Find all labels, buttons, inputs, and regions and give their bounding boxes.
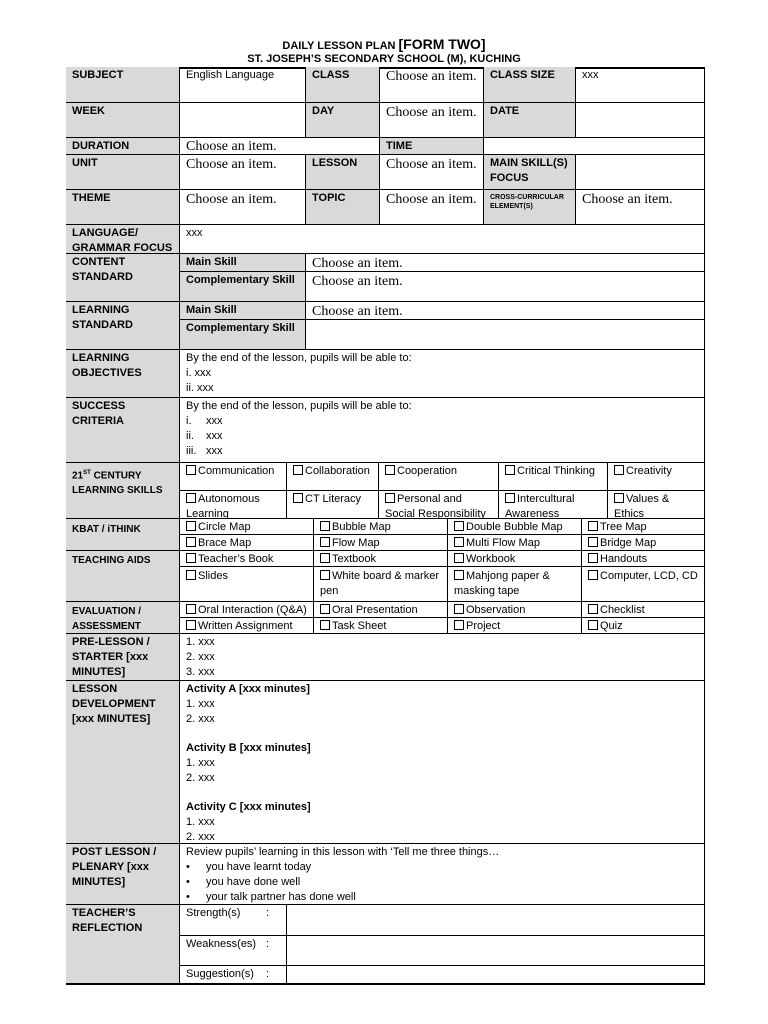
class-label: CLASS (306, 67, 380, 103)
kbat-checkbox[interactable]: Bridge Map (582, 535, 705, 551)
success-item: ii. xxx (186, 430, 223, 442)
post-lesson-bullet: • you have learnt today (186, 860, 698, 875)
content-main-skill-label: Main Skill (180, 254, 306, 272)
reflection-weakness-label: Weakness(es) : (180, 936, 287, 966)
post-lesson-label: POST LESSON / PLENARY [xxx MINUTES] (66, 844, 180, 905)
eval-checkbox[interactable]: Oral Presentation (314, 602, 448, 618)
century-checkbox[interactable]: Creativity (608, 463, 705, 491)
title-text: DAILY LESSON PLAN (282, 40, 396, 52)
subject-value[interactable]: English Language (180, 67, 306, 103)
date-label: DATE (484, 103, 576, 138)
topic-label: TOPIC (306, 190, 380, 225)
topic-choose[interactable]: Choose an item. (380, 190, 484, 225)
post-lesson-content[interactable] (180, 844, 705, 905)
reflection-suggestion-label: Suggestion(s) : (180, 966, 287, 985)
century-checkbox[interactable]: Values & Ethics (608, 491, 705, 519)
aids-checkbox[interactable]: Mahjong paper & masking tape (448, 567, 582, 602)
kbat-checkbox[interactable]: Circle Map (180, 519, 314, 535)
class-size-label: CLASS SIZE (484, 67, 576, 103)
kbat-checkbox[interactable]: Brace Map (180, 535, 314, 551)
learning-comp-skill-label: Complementary Skill (180, 320, 306, 350)
aids-checkbox[interactable]: White board & marker pen (314, 567, 448, 602)
language-focus-value[interactable]: xxx (180, 225, 705, 254)
subject-label: SUBJECT (66, 67, 180, 103)
content-comp-skill-label: Complementary Skill (180, 272, 306, 302)
cross-curricular-label: CROSS-CURRICULAR ELEMENT(S) (484, 190, 576, 225)
eval-checkbox[interactable]: Written Assignment (180, 618, 314, 634)
objectives-intro: By the end of the lesson, pupils will be able to: (186, 352, 412, 364)
century-checkbox[interactable]: Critical Thinking (499, 463, 608, 491)
success-intro: By the end of the lesson, pupils will be able to: (186, 400, 412, 412)
reflection-label-bottom (66, 965, 180, 985)
aids-checkbox[interactable]: Computer, LCD, CD (582, 567, 705, 602)
lesson-development-label: LESSON DEVELOPMENT [xxx MINUTES] (66, 681, 180, 844)
class-size-value[interactable]: xxx (576, 67, 705, 103)
kbat-checkbox[interactable]: Bubble Map (314, 519, 448, 535)
lesson-plan-table (66, 67, 705, 985)
theme-label: THEME (66, 190, 180, 225)
eval-checkbox[interactable]: Quiz (582, 618, 705, 634)
learning-comp-skill-value[interactable] (306, 320, 705, 350)
learning-main-skill-label: Main Skill (180, 302, 306, 320)
duration-choose[interactable]: Choose an item. (180, 138, 380, 155)
activity-title: Activity A [xxx minutes] (186, 683, 310, 695)
objective-item: ii. xxx (186, 382, 214, 394)
theme-choose[interactable]: Choose an item. (180, 190, 306, 225)
class-choose[interactable]: Choose an item. (380, 67, 484, 103)
activity-item: 1. xxx (186, 816, 215, 828)
content-standard-label: CONTENT STANDARD (66, 254, 180, 302)
pre-lesson-item: 3. xxx (186, 666, 215, 678)
unit-choose[interactable]: Choose an item. (180, 155, 306, 190)
day-choose[interactable]: Choose an item. (380, 103, 484, 138)
learning-main-skill-choose[interactable]: Choose an item. (306, 302, 705, 320)
time-label: TIME (380, 138, 484, 155)
activity-title: Activity B [xxx minutes] (186, 742, 311, 754)
century-checkbox[interactable]: Personal and Social Responsibility (379, 491, 499, 519)
aids-checkbox[interactable]: Workbook (448, 551, 582, 567)
pre-lesson-item: 1. xxx (186, 636, 215, 648)
kbat-checkbox[interactable]: Double Bubble Map (448, 519, 582, 535)
century-checkbox[interactable]: CT Literacy (287, 491, 379, 519)
post-lesson-intro: Review pupils’ learning in this lesson with ‘Tell me three things… (186, 846, 500, 858)
eval-checkbox[interactable]: Task Sheet (314, 618, 448, 634)
reflection-weakness-field[interactable] (287, 936, 705, 966)
post-lesson-bullet: • your talk partner has done well (186, 890, 698, 905)
success-item: i. xxx (186, 415, 223, 427)
aids-checkbox[interactable]: Handouts (582, 551, 705, 567)
post-lesson-bullet: • you have done well (186, 875, 698, 890)
activity-item: 1. xxx (186, 698, 215, 710)
activity-item: 2. xxx (186, 772, 215, 784)
century-checkbox[interactable]: Intercultural Awareness (499, 491, 608, 519)
century-checkbox[interactable]: Communication (180, 463, 287, 491)
unit-label: UNIT (66, 155, 180, 190)
content-comp-skill-choose[interactable]: Choose an item. (306, 272, 705, 302)
content-main-skill-choose[interactable]: Choose an item. (306, 254, 705, 272)
language-focus-label: LANGUAGE/ GRAMMAR FOCUS (66, 225, 180, 254)
reflection-strength-label: Strength(s) : (180, 905, 287, 936)
activity-title: Activity C [xxx minutes] (186, 801, 311, 813)
eval-checkbox[interactable]: Oral Interaction (Q&A) (180, 602, 314, 618)
aids-checkbox[interactable]: Teacher’s Book (180, 551, 314, 567)
cross-curricular-choose[interactable]: Choose an item. (576, 190, 705, 225)
lesson-choose[interactable]: Choose an item. (380, 155, 484, 190)
school-name: ST. JOSEPH’S SECONDARY SCHOOL (M), KUCHING (247, 53, 521, 65)
evaluation-label: EVALUATION / ASSESSMENT (66, 602, 180, 634)
kbat-label: KBAT / iTHINK (66, 519, 180, 551)
date-value[interactable] (576, 103, 705, 138)
eval-checkbox[interactable]: Checklist (582, 602, 705, 618)
learning-objectives-label: LEARNING OBJECTIVES (66, 350, 180, 398)
learning-standard-label: LEARNING STANDARD (66, 302, 180, 350)
success-criteria-label: SUCCESS CRITERIA (66, 398, 180, 463)
week-value[interactable] (180, 103, 306, 138)
century-checkbox[interactable]: Collaboration (287, 463, 379, 491)
century-skills-label: 21ST CENTURY LEARNING SKILLS (66, 463, 180, 519)
main-skill-focus-label: MAIN SKILL(S) FOCUS (484, 155, 576, 190)
activity-item: 2. xxx (186, 831, 215, 843)
time-value[interactable] (484, 138, 705, 155)
teaching-aids-label: TEACHING AIDS (66, 551, 180, 602)
activity-item: 1. xxx (186, 757, 215, 769)
day-label: DAY (306, 103, 380, 138)
lesson-development-content[interactable] (180, 681, 705, 844)
pre-lesson-content[interactable] (180, 634, 705, 681)
kbat-checkbox[interactable]: Multi Flow Map (448, 535, 582, 551)
century-checkbox[interactable]: Cooperation (379, 463, 499, 491)
pre-lesson-label: PRE-LESSON / STARTER [xxx MINUTES] (66, 634, 180, 681)
title-form: [FORM TWO] (398, 36, 486, 52)
activity-item: 2. xxx (186, 713, 215, 725)
learning-objectives-content[interactable] (180, 350, 705, 398)
kbat-checkbox[interactable]: Flow Map (314, 535, 448, 551)
lesson-label: LESSON (306, 155, 380, 190)
aids-checkbox[interactable]: Slides (180, 567, 314, 602)
reflection-suggestion-field[interactable] (287, 966, 705, 985)
reflection-strength-field[interactable] (287, 905, 705, 936)
century-checkbox[interactable]: Autonomous Learning (180, 491, 287, 519)
kbat-checkbox[interactable]: Tree Map (582, 519, 705, 535)
pre-lesson-item: 2. xxx (186, 651, 215, 663)
aids-checkbox[interactable]: Textbook (314, 551, 448, 567)
main-skill-focus-value[interactable] (576, 155, 705, 190)
success-item: iii. xxx (186, 445, 223, 457)
eval-checkbox[interactable]: Project (448, 618, 582, 634)
success-criteria-content[interactable] (180, 398, 705, 463)
document-title (0, 36, 768, 52)
week-label: WEEK (66, 103, 180, 138)
teacher-reflection-label: TEACHER’S REFLECTION (66, 905, 180, 985)
eval-checkbox[interactable]: Observation (448, 602, 582, 618)
objective-item: i. xxx (186, 367, 212, 379)
duration-label: DURATION (66, 138, 180, 155)
